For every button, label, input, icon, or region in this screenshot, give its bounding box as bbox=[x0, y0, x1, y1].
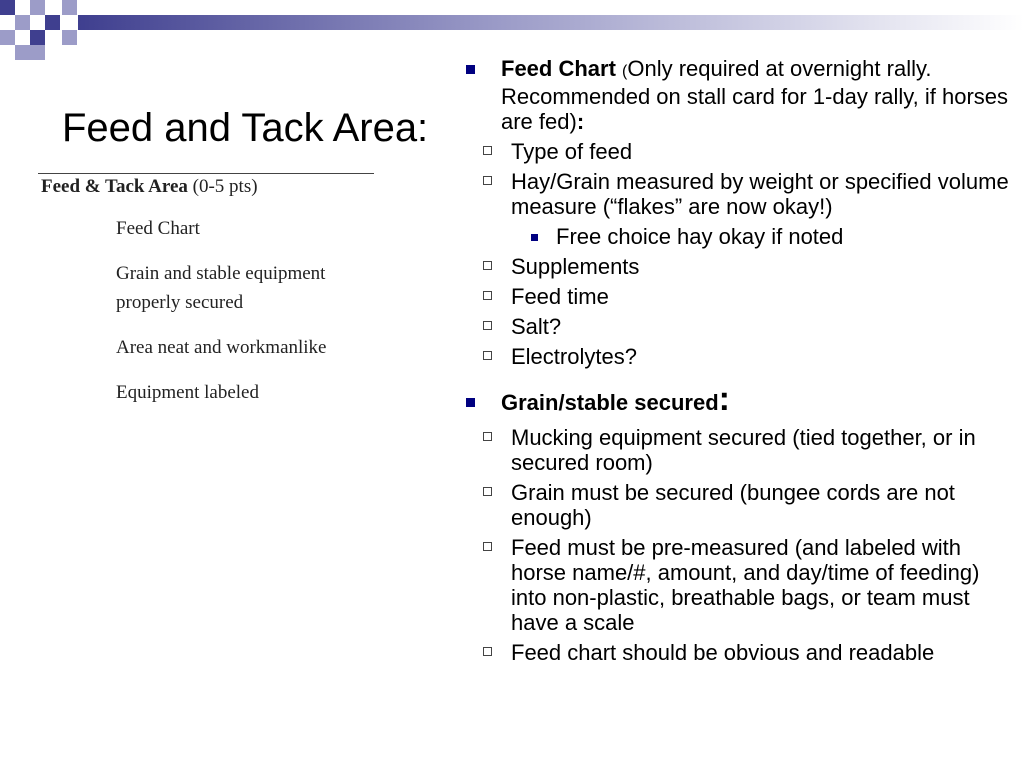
sub-bullet-text: Feed must be pre-measured (and labeled with horse name/#, amount, and day/time of feeding) into non-plastic, breathable bags, or team must have a scale bbox=[511, 535, 980, 635]
sub-sub-bullet-text: Free choice hay okay if noted bbox=[556, 224, 844, 249]
decorative-header bbox=[0, 0, 1024, 60]
sub-bullet-text: Mucking equipment secured (tied together, or in secured room) bbox=[511, 425, 976, 475]
gradient-bar bbox=[78, 15, 1024, 30]
sub-bullet-text: Salt? bbox=[511, 314, 562, 339]
bullet-content bbox=[466, 56, 1014, 665]
deco-square bbox=[0, 0, 15, 15]
sub-sub-bullet bbox=[431, 224, 1014, 249]
bullet-grain-secured bbox=[466, 380, 1014, 418]
deco-square bbox=[30, 0, 45, 15]
hollow-square-bullet-icon bbox=[483, 487, 492, 496]
bullet-list bbox=[466, 56, 1014, 665]
sub-bullet-text: Electrolytes? bbox=[511, 344, 637, 369]
hollow-square-bullet-icon bbox=[483, 432, 492, 441]
rubric-image bbox=[38, 166, 378, 416]
rubric-heading-text: Feed & Tack Area bbox=[41, 176, 188, 197]
sub-bullet bbox=[431, 480, 1014, 530]
deco-square bbox=[15, 45, 30, 60]
sub-bullet-text: Grain must be secured (bungee cords are not enough) bbox=[511, 480, 955, 530]
bullet-colon: : bbox=[718, 380, 730, 418]
rubric-item: Feed Chart bbox=[116, 218, 200, 239]
sub-bullet-text: Hay/Grain measured by weight or specified volume measure (“flakes” are now okay!) bbox=[511, 169, 1009, 219]
deco-square bbox=[15, 15, 30, 30]
hollow-square-bullet-icon bbox=[483, 542, 492, 551]
rubric-item: properly secured bbox=[116, 292, 244, 313]
sub-bullet bbox=[431, 169, 1014, 219]
rubric-item: Grain and stable equipment bbox=[116, 263, 326, 284]
deco-square bbox=[62, 30, 77, 45]
hollow-square-bullet-icon bbox=[483, 261, 492, 270]
sub-bullet-text: Type of feed bbox=[511, 139, 633, 164]
sub-bullet-text: Feed time bbox=[511, 284, 609, 309]
rubric-heading bbox=[41, 176, 258, 198]
bullet-note: Only required at overnight rally. Recommended on stall card for 1-day rally, if horses are fed) bbox=[501, 56, 1009, 134]
hollow-square-bullet-icon bbox=[483, 647, 492, 656]
rubric-rule bbox=[38, 173, 374, 174]
hollow-square-bullet-icon bbox=[483, 176, 492, 185]
deco-square bbox=[45, 15, 60, 30]
square-bullet-icon bbox=[531, 234, 538, 241]
sub-bullet-text: Supplements bbox=[511, 254, 640, 279]
hollow-square-bullet-icon bbox=[483, 351, 492, 360]
bullet-colon: : bbox=[576, 109, 585, 134]
square-bullet-icon bbox=[466, 65, 475, 74]
rubric-item: Equipment labeled bbox=[116, 382, 259, 403]
rubric-item: Area neat and workmanlike bbox=[116, 337, 327, 358]
hollow-square-bullet-icon bbox=[483, 291, 492, 300]
slide-title: Feed and Tack Area: bbox=[62, 106, 429, 150]
bullet-heading: Grain/stable secured bbox=[501, 390, 719, 415]
sub-bullet bbox=[431, 344, 1014, 369]
sub-bullet-text: Feed chart should be obvious and readable bbox=[511, 640, 935, 665]
sub-bullet bbox=[431, 425, 1014, 475]
sub-bullet bbox=[431, 139, 1014, 164]
sub-bullet bbox=[431, 254, 1014, 279]
bullet-heading: Feed Chart bbox=[501, 56, 616, 81]
paren-open: ( bbox=[622, 63, 628, 80]
sub-bullet bbox=[431, 314, 1014, 339]
bullet-feed-chart bbox=[466, 56, 1014, 134]
deco-square bbox=[0, 30, 15, 45]
square-bullet-icon bbox=[466, 398, 475, 407]
deco-square bbox=[30, 45, 45, 60]
rubric-points: (0-5 pts) bbox=[192, 176, 258, 197]
deco-square bbox=[62, 0, 77, 15]
hollow-square-bullet-icon bbox=[483, 146, 492, 155]
hollow-square-bullet-icon bbox=[483, 321, 492, 330]
deco-square bbox=[30, 30, 45, 45]
sub-bullet bbox=[431, 640, 1014, 665]
sub-bullet bbox=[431, 535, 1014, 635]
sub-bullet bbox=[431, 284, 1014, 309]
